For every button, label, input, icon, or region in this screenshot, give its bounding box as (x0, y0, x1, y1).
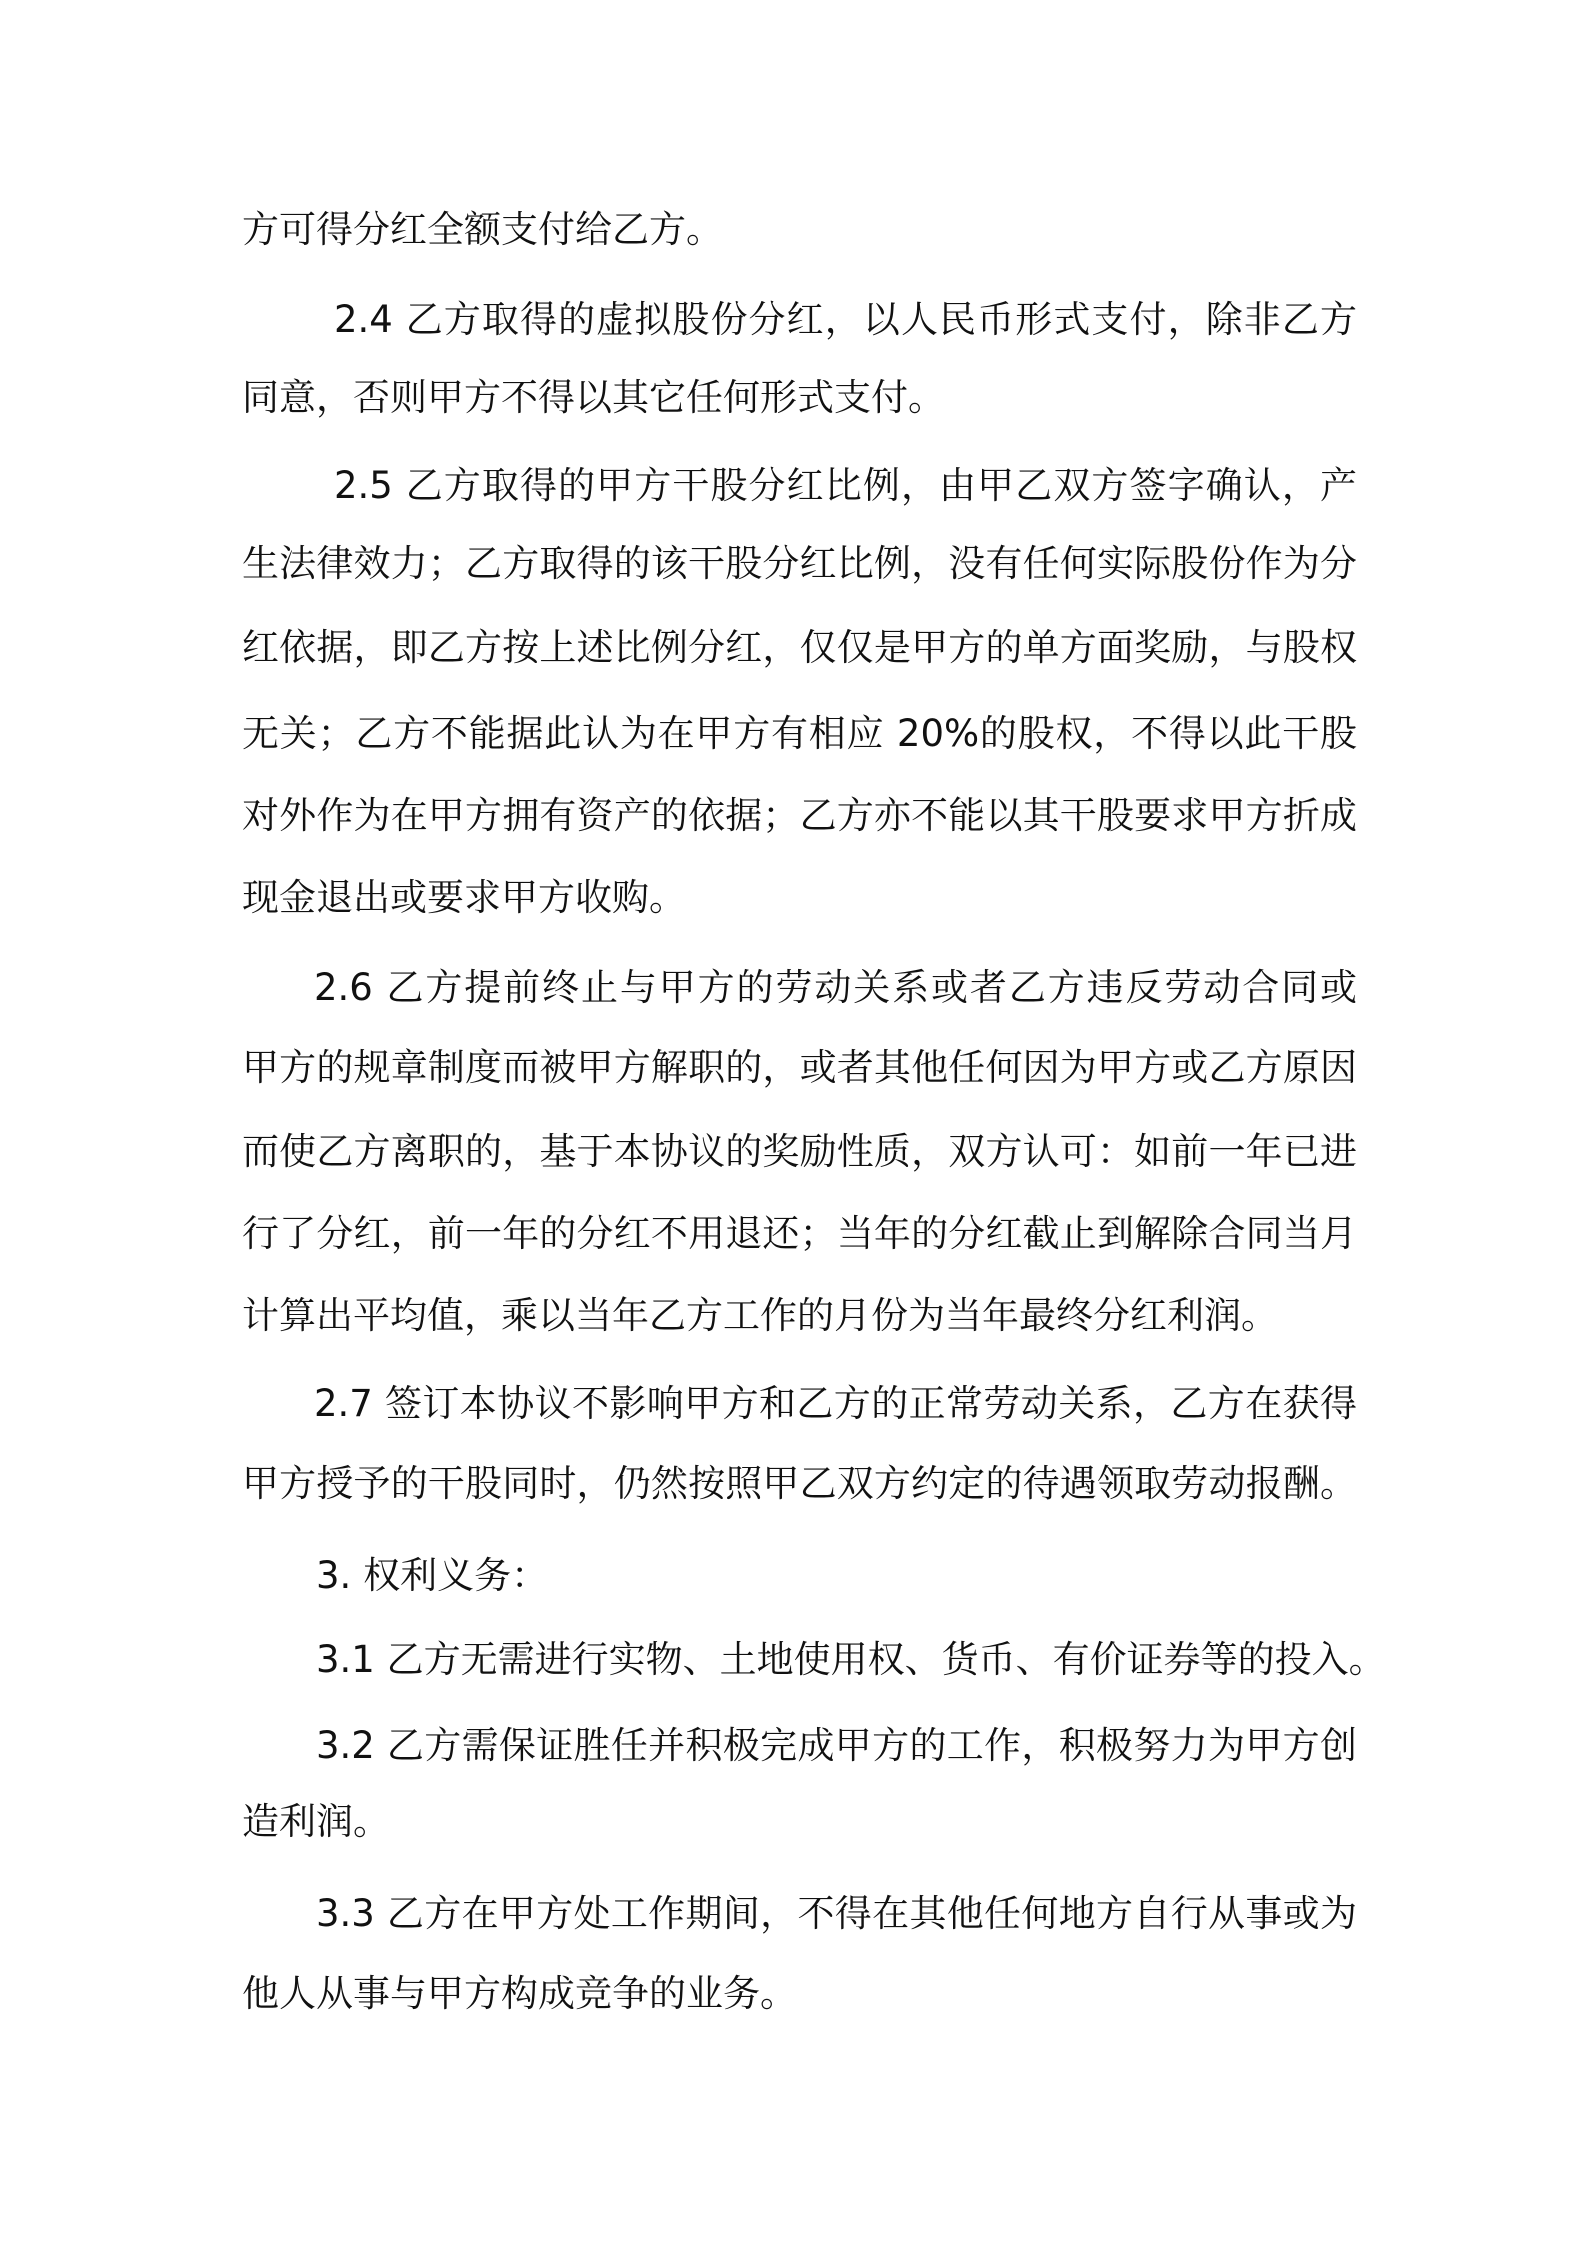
text-line: 3.2 乙方需保证胜任并积极完成甲方的工作，积极努力为甲方创 (316, 1724, 1357, 1767)
text-line: 生法律效力；乙方取得的该干股分红比例，没有任何实际股份作为分 (242, 542, 1357, 585)
text-line: 行了分红，前一年的分红不用退还；当年的分红截止到解除合同当月 (242, 1212, 1357, 1255)
text-line: 2.7 签订本协议不影响甲方和乙方的正常劳动关系，乙方在获得 (314, 1382, 1357, 1425)
text-line: 甲方授予的干股同时，仍然按照甲乙双方约定的待遇领取劳动报酬。 (242, 1462, 1357, 1505)
text-line: 对外作为在甲方拥有资产的依据；乙方亦不能以其干股要求甲方折成 (242, 794, 1357, 837)
text-line: 2.5 乙方取得的甲方干股分红比例，由甲乙双方签字确认，产 (334, 464, 1357, 507)
text-line: 甲方的规章制度而被甲方解职的，或者其他任何因为甲方或乙方原因 (242, 1046, 1357, 1089)
text-line: 3.1 乙方无需进行实物、土地使用权、货币、有价证券等的投入。 (316, 1638, 1386, 1681)
text-line: 造利润。 (242, 1800, 390, 1843)
text-line: 无关；乙方不能据此认为在甲方有相应 20%的股权，不得以此干股 (242, 712, 1357, 755)
text-line: 2.4 乙方取得的虚拟股份分红，以人民币形式支付，除非乙方 (334, 298, 1357, 341)
text-line: 同意，否则甲方不得以其它任何形式支付。 (242, 376, 945, 419)
text-line: 他人从事与甲方构成竞争的业务。 (242, 1972, 797, 2015)
text-line: 方可得分红全额支付给乙方。 (242, 208, 723, 251)
text-line: 计算出平均值，乘以当年乙方工作的月份为当年最终分红利润。 (242, 1294, 1278, 1337)
text-line: 红依据，即乙方按上述比例分红，仅仅是甲方的单方面奖励，与股权 (242, 626, 1357, 669)
section-heading: 3. 权利义务： (316, 1554, 549, 1597)
text-line: 3.3 乙方在甲方处工作期间，不得在其他任何地方自行从事或为 (316, 1892, 1357, 1935)
text-line: 而使乙方离职的，基于本协议的奖励性质，双方认可：如前一年已进 (242, 1130, 1357, 1173)
text-line: 现金退出或要求甲方收购。 (242, 876, 686, 919)
text-line: 2.6 乙方提前终止与甲方的劳动关系或者乙方违反劳动合同或 (314, 966, 1357, 1009)
